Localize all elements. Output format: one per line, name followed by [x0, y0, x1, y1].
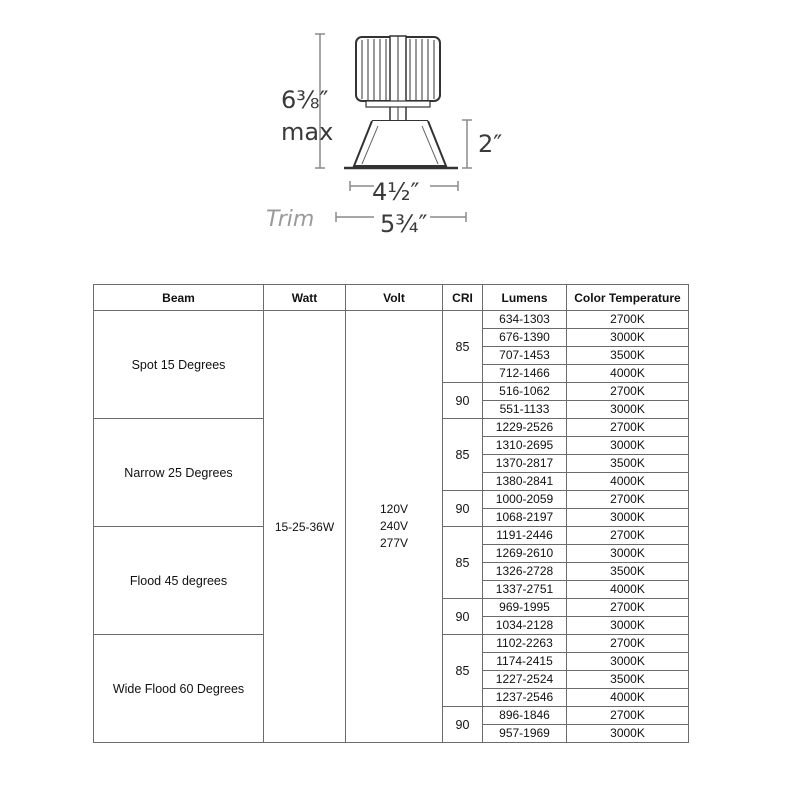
lumens-cell: 1269-2610 [483, 545, 567, 563]
color-temperature-cell: 3000K [567, 617, 689, 635]
color-temperature-cell: 3000K [567, 545, 689, 563]
color-temperature-cell: 2700K [567, 419, 689, 437]
cri-cell: 90 [443, 383, 483, 419]
color-temperature-cell: 2700K [567, 383, 689, 401]
cri-cell: 90 [443, 491, 483, 527]
height-dimension-label [281, 88, 333, 144]
lumens-cell: 1370-2817 [483, 455, 567, 473]
color-temperature-cell: 4000K [567, 365, 689, 383]
beam-cell: Spot 15 Degrees [94, 311, 264, 419]
volt-value: 277V [379, 536, 409, 550]
trim-reflector [344, 121, 458, 168]
specification-table [93, 284, 689, 743]
color-temperature-cell: 2700K [567, 635, 689, 653]
color-temperature-cell: 4000K [567, 473, 689, 491]
lumens-cell: 712-1466 [483, 365, 567, 383]
color-temperature-cell: 3000K [567, 401, 689, 419]
lumens-cell: 1102-2263 [483, 635, 567, 653]
header-beam: Beam [94, 285, 264, 311]
color-temperature-cell: 3500K [567, 563, 689, 581]
color-temperature-cell: 3000K [567, 509, 689, 527]
cri-cell: 90 [443, 599, 483, 635]
cri-cell: 85 [443, 311, 483, 383]
lumens-cell: 1237-2546 [483, 689, 567, 707]
lumens-cell: 1191-2446 [483, 527, 567, 545]
color-temperature-cell: 2700K [567, 527, 689, 545]
lumens-cell: 1310-2695 [483, 437, 567, 455]
color-temperature-cell: 3500K [567, 671, 689, 689]
lumens-cell: 516-1062 [483, 383, 567, 401]
volt-value: 120V [379, 502, 409, 516]
color-temperature-cell: 2700K [567, 599, 689, 617]
table-row [94, 311, 689, 329]
beam-cell: Wide Flood 60 Degrees [94, 635, 264, 743]
depth-dimension-line [462, 120, 472, 168]
watt-cell: 15-25-36W [264, 311, 346, 743]
lumens-cell: 1326-2728 [483, 563, 567, 581]
dimension-diagram [0, 0, 800, 260]
cri-cell: 85 [443, 419, 483, 491]
header-watt: Watt [264, 285, 346, 311]
lumens-cell: 1068-2197 [483, 509, 567, 527]
header-cri: CRI [443, 285, 483, 311]
table-body [94, 311, 689, 743]
lumens-cell: 1000-2059 [483, 491, 567, 509]
trim-label: Trim [266, 207, 315, 232]
cri-cell: 90 [443, 707, 483, 743]
heat-sink [356, 36, 440, 122]
table-header-row [94, 285, 689, 311]
header-lumens: Lumens [483, 285, 567, 311]
color-temperature-cell: 4000K [567, 581, 689, 599]
cri-cell: 85 [443, 635, 483, 707]
color-temperature-cell: 2700K [567, 707, 689, 725]
color-temperature-cell: 3500K [567, 347, 689, 365]
lumens-cell: 957-1969 [483, 725, 567, 743]
volt-cell [346, 311, 443, 743]
header-volt: Volt [346, 285, 443, 311]
color-temperature-cell: 4000K [567, 689, 689, 707]
lumens-cell: 1174-2415 [483, 653, 567, 671]
lumens-cell: 1229-2526 [483, 419, 567, 437]
lumens-cell: 1227-2524 [483, 671, 567, 689]
trim-width-dimension-label: 5¾″ [380, 210, 428, 238]
lumens-cell: 707-1453 [483, 347, 567, 365]
color-temperature-cell: 3000K [567, 329, 689, 347]
volt-value: 240V [379, 519, 409, 533]
beam-cell: Flood 45 degrees [94, 527, 264, 635]
lumens-cell: 1337-2751 [483, 581, 567, 599]
beam-cell: Narrow 25 Degrees [94, 419, 264, 527]
lumens-cell: 676-1390 [483, 329, 567, 347]
color-temperature-cell: 3000K [567, 725, 689, 743]
color-temperature-cell: 3000K [567, 437, 689, 455]
lumens-cell: 1380-2841 [483, 473, 567, 491]
lumens-cell: 969-1995 [483, 599, 567, 617]
header-color-temperature: Color Temperature [567, 285, 689, 311]
color-temperature-cell: 3500K [567, 455, 689, 473]
lumens-cell: 634-1303 [483, 311, 567, 329]
height-value: 6⅜″ [281, 86, 329, 114]
lumens-cell: 551-1133 [483, 401, 567, 419]
lumens-cell: 1034-2128 [483, 617, 567, 635]
depth-dimension-label: 2″ [478, 130, 503, 158]
color-temperature-cell: 3000K [567, 653, 689, 671]
color-temperature-cell: 2700K [567, 311, 689, 329]
lumens-cell: 896-1846 [483, 707, 567, 725]
color-temperature-cell: 2700K [567, 491, 689, 509]
cri-cell: 85 [443, 527, 483, 599]
inner-width-dimension-label: 4½″ [372, 178, 420, 206]
height-qualifier: max [281, 118, 334, 146]
